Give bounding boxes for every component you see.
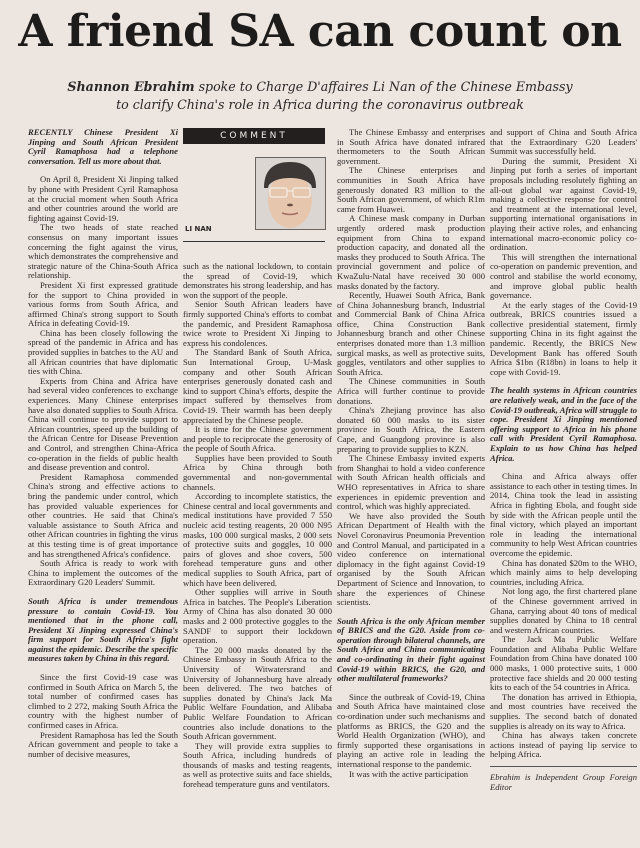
- interview-question: South Africa is the only African member of BRICS and the G20. Aside from co-operation through bilateral channels, are South Africa and China communicating and co-ordinating in their fight against Covid-19 within BRICS, the G20, and other multilateral frameworks?: [337, 615, 485, 684]
- body-paragraph: Experts from China and Africa have had several video conferences to exchange experiences. Many Chinese enterprises have also donated supplies to South Africa. China will continue to provide support to African countries, speed up the building of the African Centre for Disease Prevention and Control, and strengthen China-Africa co-operation in the fields of public health and disease prevention and control.: [28, 375, 178, 473]
- body-paragraph: Senior South African leaders have firmly supported China's efforts to combat the pandemic, and President Ramaphosa twice wrote to President Xi Jinping to express his condolences.: [183, 299, 332, 348]
- body-paragraph: South Africa is ready to work with China to implement the outcomes of the Extraordinary G20 Leaders' Summit.: [28, 558, 178, 588]
- body-paragraph: The Standard Bank of South Africa, Sun International Group, U-Mask company and other South African enterprises generously donated cash and kind to support China's efforts, despite the impact suffered by themselves from Covid-19. Their warmth has been deeply appreciated by the Chinese people.: [183, 347, 332, 425]
- body-paragraph: The Chinese communities in South Africa will further continue to provide donations.: [337, 376, 485, 406]
- body-paragraph: China and Africa always offer assistance to each other in testing times. In 2014, China took the lead in assisting Africa in fighting Ebola, and fought side by side with the African people until the final victory, which played an important role in leading the international community to help West African countries overcome the epidemic.: [490, 471, 638, 558]
- body-paragraph: China has donated $20m to the WHO, which mainly aims to help developing countries, including Africa.: [490, 557, 637, 587]
- body-paragraph: It was with the active participation: [349, 768, 469, 779]
- body-paragraph: They will provide extra supplies to South Africa, including hundreds of thousands of masks and testing reagents, as well as protective suits and face shields, forehead temperature guns and ventilators.: [183, 740, 332, 790]
- portrait-image: [256, 158, 325, 229]
- body-paragraph: such as the national lockdown, to contain the spread of Covid-19, which demonstrates his strong leadership, and has won the support of the people.: [183, 261, 332, 300]
- body-paragraph: On April 8, President Xi Jinping talked by phone with President Cyril Ramaphosa at the crucial moment when South Africa and other countries around the world are fighting against Covid-19.: [28, 174, 178, 223]
- body-paragraph: During the summit, President Xi Jinping put forth a series of important proposals including resolutely fighting an all-out global war against Covid-19, making a collective response for control and treatment at the international level, supporting international organisations in playing their active roles, and enhancing international macro-economic policy co-ordination.: [490, 155, 637, 253]
- footer-divider: [490, 766, 637, 767]
- body-paragraph: President Ramaphosa has led the South African government and people to take a number of decisive measures,: [28, 729, 178, 759]
- standfirst-text: spoke to Charge D'affaires Li Nan of the Chinese Embassy to clarify China's role in Africa during the coronavirus outbreak: [116, 79, 573, 112]
- body-paragraph: and support of China and South Africa that the Extraordinary G20 Leaders' Summit was successfully held.: [490, 127, 637, 157]
- column-2: [183, 262, 332, 790]
- body-paragraph: President Ramaphosa commended China's strong and effective actions to bring the pandemic under control, which has provided valuable experiences for other countries. He said that China's valuable assistance to South Africa and other African countries in fighting the virus at this testing time is of great importance and has strengthened Africa's confidence.: [28, 471, 178, 559]
- body-paragraph: It is time for the Chinese government and people to reciprocate the generosity of the people of South Africa.: [183, 424, 332, 454]
- interview-question: The health systems in African countries are relatively weak, and in the face of the Covid-19 outbreak, Africa will struggle to cope. President Xi Jinping mentioned offering support to Africa in his phone call with President Cyril Ramaphosa. Explain to us how China has helped Africa.: [490, 385, 637, 463]
- body-paragraph: A Chinese mask company in Durban urgently ordered mask production equipment from China to expand production capacity, and donated all the masks they produced to South Africa. The provincial government and police of KwaZulu-Natal have received 30 000 masks donated by the factory.: [337, 213, 485, 291]
- byline-divider: [183, 241, 325, 242]
- body-paragraph: Recently, Huawei South Africa, Bank of China Johannesburg branch, Industrial and Commercial Bank of China Africa office, China Construction Bank Johannesburg branch and other Chinese enterprises donated more than 1.3 million surgical masks, as well as protective suits, goggles, ventilators and other supplies to South Africa.: [337, 290, 485, 377]
- body-paragraph: Supplies have been provided to South Africa by China through both governmental and non-governmental channels.: [183, 452, 332, 492]
- column-1: [28, 128, 178, 759]
- body-paragraph: The Jack Ma Public Welfare Foundation and Alibaba Public Welfare Foundation from China have donated 100 000 masks, 1 000 protective suits, 1 000 protective face shields and 20 000 testing kits to each of the 54 countries in Africa.: [490, 634, 637, 693]
- body-paragraph: Other supplies will arrive in South Africa in batches. The People's Liberation Army of China has also donated 30 000 masks and 2 000 protective goggles to the SANDF to support their lockdown operation.: [183, 587, 332, 646]
- headline: A friend SA can count on: [18, 6, 622, 57]
- standfirst-author: Shannon Ebrahim: [67, 79, 195, 94]
- body-paragraph: Not long ago, the first chartered plane of the Chinese government arrived in Ghana, carrying about 40 tons of medical supplies donated by China to 18 central and western African countries.: [490, 586, 637, 635]
- body-paragraph: President Xi first expressed gratitude for the support to China provided in various forms from South Africa, and affirmed China's strong support to South Africa in defeating Covid-19.: [28, 279, 178, 329]
- body-paragraph: China has been closely following the spread of the pandemic in Africa and has provided supplies in batches to the AU and all African countries that have diplomatic ties with China.: [28, 327, 178, 377]
- interview-question: South Africa is under tremendous pressure to contain Covid-19. You mentioned that in the phone call, President Xi Jinping expressed China's firm support for South Africa's fight against the epidemic. Describe the specific measures taken by China in this regard.: [28, 595, 178, 664]
- comment-label: COMMENT: [183, 128, 325, 144]
- body-paragraph: According to incomplete statistics, the Chinese central and local governments and medical institutions have provided 7 550 nucleic acid testing reagents, 20 000 N95 masks, 100 000 surgical masks, 2 000 sets of protective suits and goggles, 10 000 pairs of gloves and shoe covers, 500 forehead temperature guns and other medical supplies to South Africa, part of which have been delivered.: [183, 491, 332, 588]
- body-paragraph: This will strengthen the international co-operation on pandemic prevention, and control and stabilise the world economy, and improve global public health governance.: [490, 251, 637, 301]
- column-4: [490, 128, 637, 792]
- interview-question: RECENTLY Chinese President Xi Jinping and South African President Cyril Ramaphosa had a telephone conversation. Tell us more about that.: [28, 127, 178, 166]
- body-paragraph: Since the first Covid-19 case was confirmed in South Africa on March 5, the total number of confirmed cases has climbed to 2 272, making South Africa the country with the highest number of confirmed cases in Africa.: [28, 672, 178, 731]
- columnist-name: LI NAN: [185, 225, 212, 233]
- body-paragraph: The donation has arrived in Ethiopia, and most countries have received the supplies. The second batch of donated supplies is already on its way to Africa.: [490, 691, 637, 731]
- body-paragraph: The two heads of state reached consensus on many important issues concerning the fight against the virus, which demonstrates the comprehensive and strategic nature of the China-South Africa relationship.: [28, 222, 178, 281]
- body-paragraph: The 20 000 masks donated by the Chinese Embassy in South Africa to the University of Witwatersrand and University of Johannesburg have already been delivered. The two batches of supplies donated by China's Jack Ma Public Welfare Foundation, and Alibaba Public Welfare Foundation to African countries also include donations to the South African government.: [183, 644, 332, 742]
- body-paragraph: China's Zhejiang province has also donated 60 000 masks to its sister province in South Africa, the Eastern Cape, and Guangdong province is also preparing to provide supplies to KZN.: [337, 405, 485, 454]
- body-paragraph: The Chinese enterprises and communities in South Africa have generously donated R3 million to the South African government, of which R1m came from Huawei.: [337, 165, 485, 214]
- body-paragraph: We have also provided the South African Department of Health with the Novel Coronavirus Pneumonia Prevention and Control Manual, and participated in a video conference on international diplomacy in the fight against Covid-19 organised by the South African Department of Science and Innovation, to share the experiences of Chinese scientists.: [337, 510, 485, 608]
- column-3: [337, 128, 485, 779]
- body-paragraph: China has always taken concrete actions instead of paying lip service to helping Africa.: [490, 730, 637, 760]
- body-paragraph: The Chinese Embassy invited experts from Shanghai to hold a video conference with South African health officials and WHO representatives in Africa to share experiences in epidemic prevention and control, which was highly appreciated.: [337, 453, 485, 512]
- body-paragraph: The Chinese Embassy and enterprises in South Africa have donated infrared thermometers to the South African government.: [337, 127, 485, 166]
- body-paragraph: At the early stages of the Covid-19 outbreak, BRICS countries issued a collective presidential statement, firmly supporting China in its fight against the pandemic. Recently, the BRICS New Development Bank has offered South Africa $1bn (R18bn) in loans to help it cope with Covid-19.: [490, 299, 637, 377]
- author-footnote: Ebrahim is Independent Group Foreign Editor: [490, 772, 637, 792]
- body-paragraph: Since the outbreak of Covid-19, China and South Africa have maintained close co-ordination under such mechanisms and platforms as BRICS, the G20 and the World Health Organization (WHO), and firmly supported these organisations in playing an active role in leading the international response to the pandemic.: [337, 691, 485, 769]
- author-photo: [255, 157, 326, 230]
- standfirst: [60, 78, 580, 114]
